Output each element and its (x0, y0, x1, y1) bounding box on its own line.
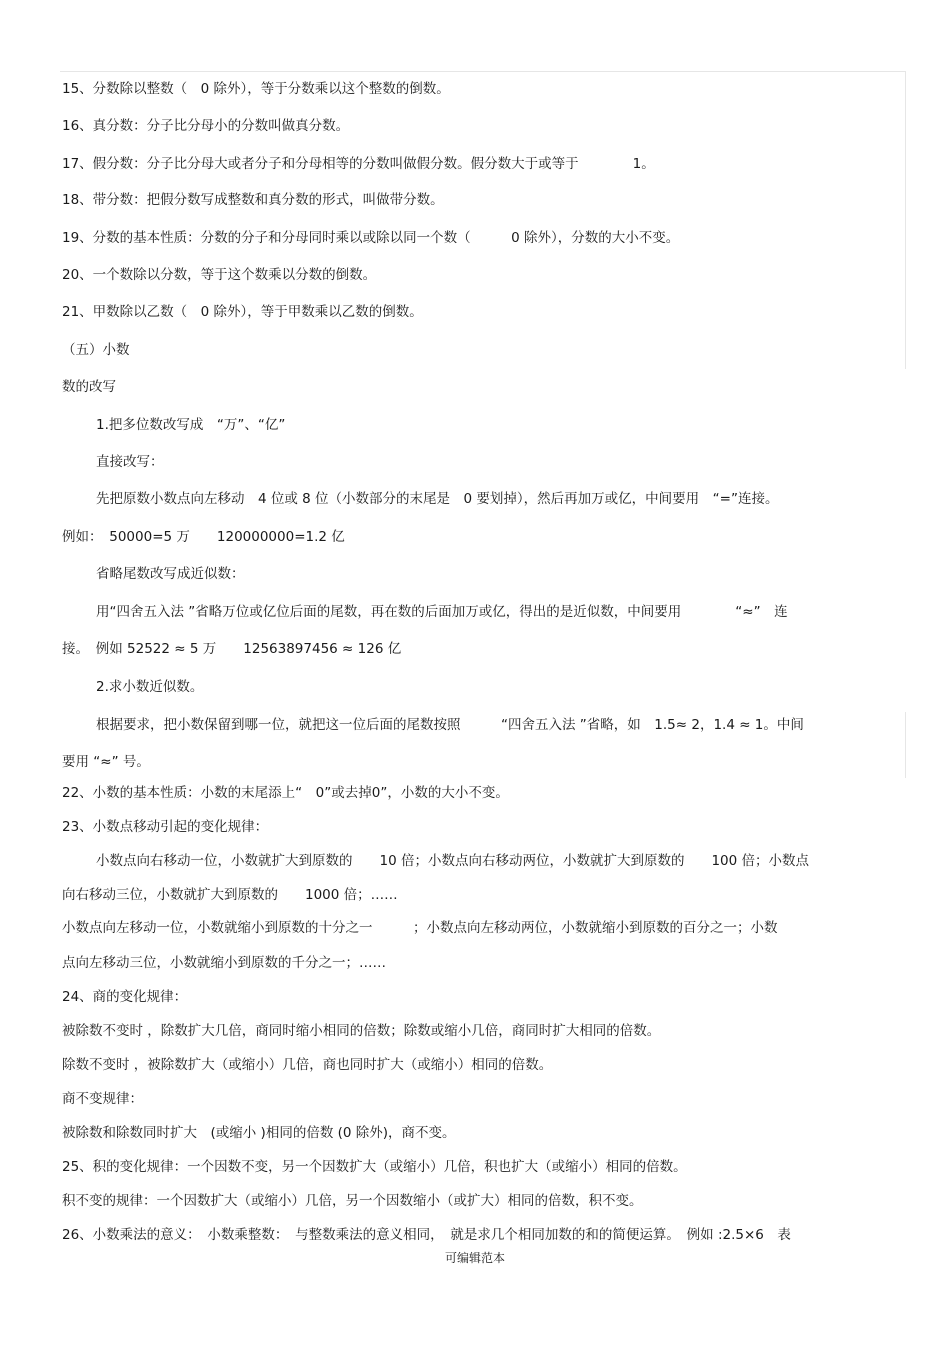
decimal-approx-text: 根据要求，把小数保留到哪一位，就把这一位后面的尾数按照 “四舍五入法 ”省略，如 1.5≈ 2，1.4 ≈ 1。中间 (96, 717, 804, 733)
quotient-rule-2: 除数不变时 ，被除数扩大（或缩小）几倍，商也同时扩大（或缩小）相同的倍数。 (62, 1057, 553, 1073)
page-footer: 可编辑范本 (444, 1251, 505, 1265)
decimal-point-right-text: 小数点向右移动一位，小数就扩大到原数的 10 倍；小数点向右移动两位，小数就扩大到原数的 100 倍；小数点 (96, 853, 810, 869)
item-25: 25、积的变化规律：一个因数不变，另一个因数扩大（或缩小）几倍，积也扩大（或缩小）相同的倍数。 (62, 1159, 687, 1175)
decimal-point-left-text-cont: 点向左移动三位，小数就缩小到原数的千分之一；…… (62, 955, 386, 971)
quotient-invariance-label: 商不变规律： (62, 1091, 143, 1107)
item-19: 19、分数的基本性质：分数的分子和分母同时乘以或除以同一个数（ 0 除外），分数的大小不变。 (62, 230, 680, 246)
approximate-rewrite-label: 省略尾数改写成近似数： (96, 566, 245, 582)
item-23: 23、小数点移动引起的变化规律： (62, 819, 269, 835)
item-15: 15、分数除以整数（ 0 除外），等于分数乘以这个整数的倒数。 (62, 81, 450, 97)
item-22: 22、小数的基本性质：小数的末尾添上“ 0”或去掉0”，小数的大小不变。 (62, 785, 509, 801)
section-heading-decimals: （五）小数 (62, 342, 130, 358)
item-21: 21、甲数除以乙数（ 0 除外），等于甲数乘以乙数的倒数。 (62, 304, 423, 320)
item-24: 24、商的变化规律： (62, 989, 188, 1005)
subheading-number-rewriting: 数的改写 (62, 379, 116, 395)
decimal-point-right-text-cont: 向右移动三位，小数就扩大到原数的 1000 倍；…… (62, 887, 398, 903)
item-26: 26、小数乘法的意义： 小数乘整数： 与整数乘法的意义相同， 就是求几个相同加数的和的简便运算。 例如 :2.5×6 表 (62, 1227, 791, 1243)
direct-rewrite-label: 直接改写： (96, 454, 164, 470)
decimal-approx-text-cont: 要用 “≈” 号。 (62, 754, 150, 770)
item-16: 16、真分数：分子比分母小的分数叫做真分数。 (62, 118, 350, 134)
approximate-rewrite-text: 用“四舍五入法 ”省略万位或亿位后面的尾数，再在数的后面加万或亿，得出的是近似数，中间要用 “≈” 连 (96, 604, 788, 620)
direct-rewrite-text: 先把原数小数点向左移动 4 位或 8 位（小数部分的末尾是 0 要划掉），然后再加万或亿，中间要用 “=”连接。 (96, 491, 779, 507)
rewrite-step-2: 2.求小数近似数。 (96, 679, 204, 695)
quotient-invariance-text: 被除数和除数同时扩大 (或缩小 )相同的倍数 (0 除外)，商不变。 (62, 1125, 456, 1141)
quotient-rule-1: 被除数不变时 ，除数扩大几倍，商同时缩小相同的倍数；除数或缩小几倍，商同时扩大相同的倍数。 (62, 1023, 661, 1039)
decimal-point-left-text: 小数点向左移动一位，小数就缩小到原数的十分之一 ；小数点向左移动两位，小数就缩小到原数的百分之一；小数 (62, 920, 778, 936)
item-18: 18、带分数：把假分数写成整数和真分数的形式，叫做带分数。 (62, 192, 444, 208)
approximate-rewrite-example: 接。 例如 52522 ≈ 5 万 12563897456 ≈ 126 亿 (62, 641, 402, 657)
item-17: 17、假分数：分子比分母大或者分子和分母相等的分数叫做假分数。假分数大于或等于 1。 (62, 156, 655, 172)
item-20: 20、一个数除以分数，等于这个数乘以分数的倒数。 (62, 267, 377, 283)
page-frame-top (60, 71, 906, 72)
product-invariance-text: 积不变的规律：一个因数扩大（或缩小）几倍，另一个因数缩小（或扩大）相同的倍数，积不变。 (62, 1193, 643, 1209)
page-frame-right-lower (905, 712, 906, 778)
direct-rewrite-example: 例如： 50000=5 万 120000000=1.2 亿 (62, 529, 345, 545)
rewrite-step-1: 1.把多位数改写成 “万”、“亿” (96, 417, 286, 433)
page-frame-right (905, 71, 906, 369)
